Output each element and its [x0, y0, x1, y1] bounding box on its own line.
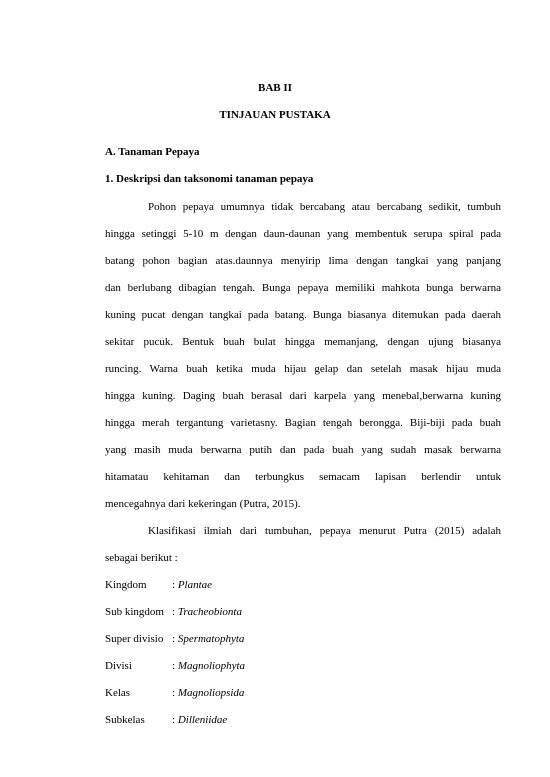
taxonomy-value-text: Spermatophyta	[177, 633, 245, 645]
taxonomy-colon: :	[172, 687, 176, 699]
paragraph-line: hingga merah tergantung varietasny. Bagian tengah berongga. Biji-biji pada buah	[105, 417, 501, 429]
taxonomy-value	[172, 686, 244, 700]
taxonomy-value	[172, 605, 242, 619]
taxonomy-label: Kingdom	[105, 579, 147, 591]
taxonomy-label: Kelas	[105, 687, 131, 699]
subsection-heading: 1. Deskripsi dan taksonomi tanaman pepaya	[105, 173, 314, 185]
taxonomy-colon: :	[172, 714, 176, 726]
taxonomy-value	[172, 713, 227, 727]
paragraph-line: hingga setinggi 5-10 m dengan daun-daunan yang membentuk serupa spiral pada	[105, 228, 501, 240]
paragraph-line: sebagai berikut :	[105, 552, 178, 564]
paragraph-line: kuning pucat dengan tangkai pada batang. Bunga biasanya ditemukan pada daerah	[105, 309, 501, 321]
taxonomy-label: Super divisio	[105, 633, 164, 645]
paragraph-line: sekitar pucuk. Bentuk buah bulat hingga memanjang, dengan ujung biasanya	[105, 336, 501, 348]
paragraph-line: Klasifikasi ilmiah dari tumbuhan, pepaya menurut Putra (2015) adalah	[148, 525, 501, 537]
paragraph-line: batang pohon bagian atas.daunnya menyirip lima dengan tangkai yang panjang	[105, 255, 501, 267]
chapter-title: TINJAUAN PUSTAKA	[219, 109, 331, 121]
taxonomy-value-text: Tracheobionta	[177, 606, 242, 618]
taxonomy-value-text: Magnoliophyta	[177, 660, 246, 672]
taxonomy-value	[172, 659, 245, 673]
paragraph-line: hingga kuning. Daging buah berasal dari karpela yang menebal,berwarna kuning	[105, 390, 501, 402]
paragraph-line: mencegahnya dari kekeringan (Putra, 2015).	[105, 498, 301, 510]
section-heading: A. Tanaman Pepaya	[105, 146, 200, 158]
taxonomy-value	[172, 578, 212, 592]
paragraph-line: Pohon pepaya umumnya tidak bercabang atau bercabang sedikit, tumbuh	[148, 201, 501, 213]
taxonomy-colon: :	[172, 606, 176, 618]
taxonomy-colon: :	[172, 660, 176, 672]
taxonomy-colon: :	[172, 579, 176, 591]
taxonomy-label: Subkelas	[105, 714, 145, 726]
taxonomy-value-text: Plantae	[177, 579, 213, 591]
chapter-number: BAB II	[258, 82, 292, 94]
taxonomy-label: Divisi	[105, 660, 132, 672]
taxonomy-colon: :	[172, 633, 176, 645]
taxonomy-value	[172, 632, 244, 646]
paragraph-line: dan berlubang dibagian tengah. Bunga pepaya memiliki mahkota bunga berwarna	[105, 282, 501, 294]
taxonomy-value-text: Magnoliopsida	[177, 687, 245, 699]
paragraph-line: runcing. Warna buah ketika muda hijau gelap dan setelah masak hijau muda	[105, 363, 501, 375]
paragraph-line: hitamatau kehitaman dan terbungkus semacam lapisan berlendir untuk	[105, 471, 501, 483]
paragraph-line: yang masih muda berwarna putih dan pada buah yang sudah masak berwarna	[105, 444, 501, 456]
taxonomy-value-text: Dilleniidae	[177, 714, 228, 726]
taxonomy-label: Sub kingdom	[105, 606, 164, 618]
